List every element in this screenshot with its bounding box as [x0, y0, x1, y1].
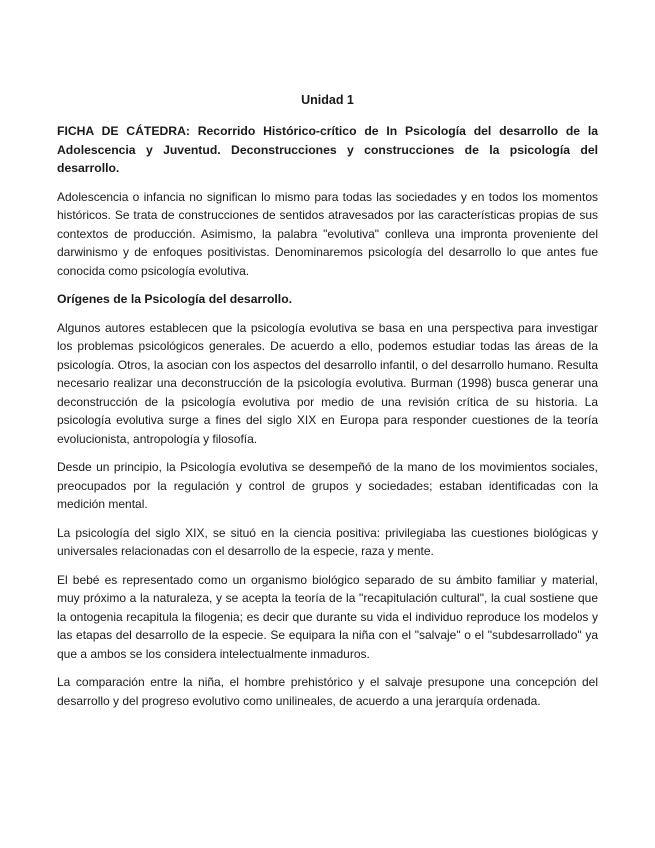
- intro-paragraph: Adolescencia o infancia no significan lo mismo para todas las sociedades y en todos los momentos históricos. Se trata de construcciones de sentidos atravesados por las características propias de sus contextos de producción. Asimismo, la palabra "evolutiva" conlleva una impronta proveniente del darwinismo y de enfoques positivistas. Denominaremos psicología del desarrollo lo que antes fue conocida como psicología evolutiva.: [57, 189, 598, 278]
- section-title: Orígenes de la Psicología del desarrollo.: [57, 292, 293, 307]
- paragraph-2: Desde un principio, la Psicología evolutiva se desempeñó de la mano de los movimientos sociales, preocupados por la regulación y control de grupos y sociedades; estaban identificadas con la medición mental.: [57, 460, 598, 512]
- paragraph-4: El bebé es representado como un organismo biológico separado de su ámbito familiar y material, muy próximo a la naturaleza, y se acepta la teoría de la "recapitulación cultural", la cual sostiene que la ontogenia recapitula la filogenia; es decir que durante su vida el individuo reproduce los modelos y las etapas del desarrollo de la especie. Se equipara la niña con el "salvaje" o el "subdesarrollado" ya que a ambos se los considera intelectualmente inmaduros.: [57, 572, 598, 661]
- document-heading: FICHA DE CÁTEDRA: Recorrido Histórico-crítico de In Psicología del desarrollo de la Adolescencia y Juventud. Deconstrucciones y construcciones de la psicología del desarrollo.: [57, 124, 598, 176]
- unit-title: Unidad 1: [301, 93, 354, 107]
- paragraph-1: Algunos autores establecen que la psicología evolutiva se basa en una perspectiva para investigar los problemas psicológicos generales. De acuerdo a ello, podemos estudiar todas las áreas de la psicología. Otros, la asocian con los aspectos del desarrollo infantil, o del desarrollo humano. Resulta necesario realizar una deconstrucción de la psicología evolutiva. Burman (1998) busca generar una deconstrucción de la psicología evolutiva por medio de una revisión crítica de su historia. La psicología evolutiva surge a fines del siglo XIX en Europa para responder cuestiones de la teoría evolucionista, antropología y filosofía.: [57, 320, 598, 446]
- paragraph-5: La comparación entre la niña, el hombre prehistórico y el salvaje presupone una concepción del desarrollo y del progreso evolutivo como unilineales, de acuerdo a una jerarquía ordenada.: [57, 675, 598, 708]
- document-body: [57, 92, 598, 720]
- paragraph-3: La psicología del siglo XIX, se situó en la ciencia positiva: privilegiaba las cuestiones biológicas y universales relacionadas con el desarrollo de la especie, raza y mente.: [57, 525, 598, 559]
